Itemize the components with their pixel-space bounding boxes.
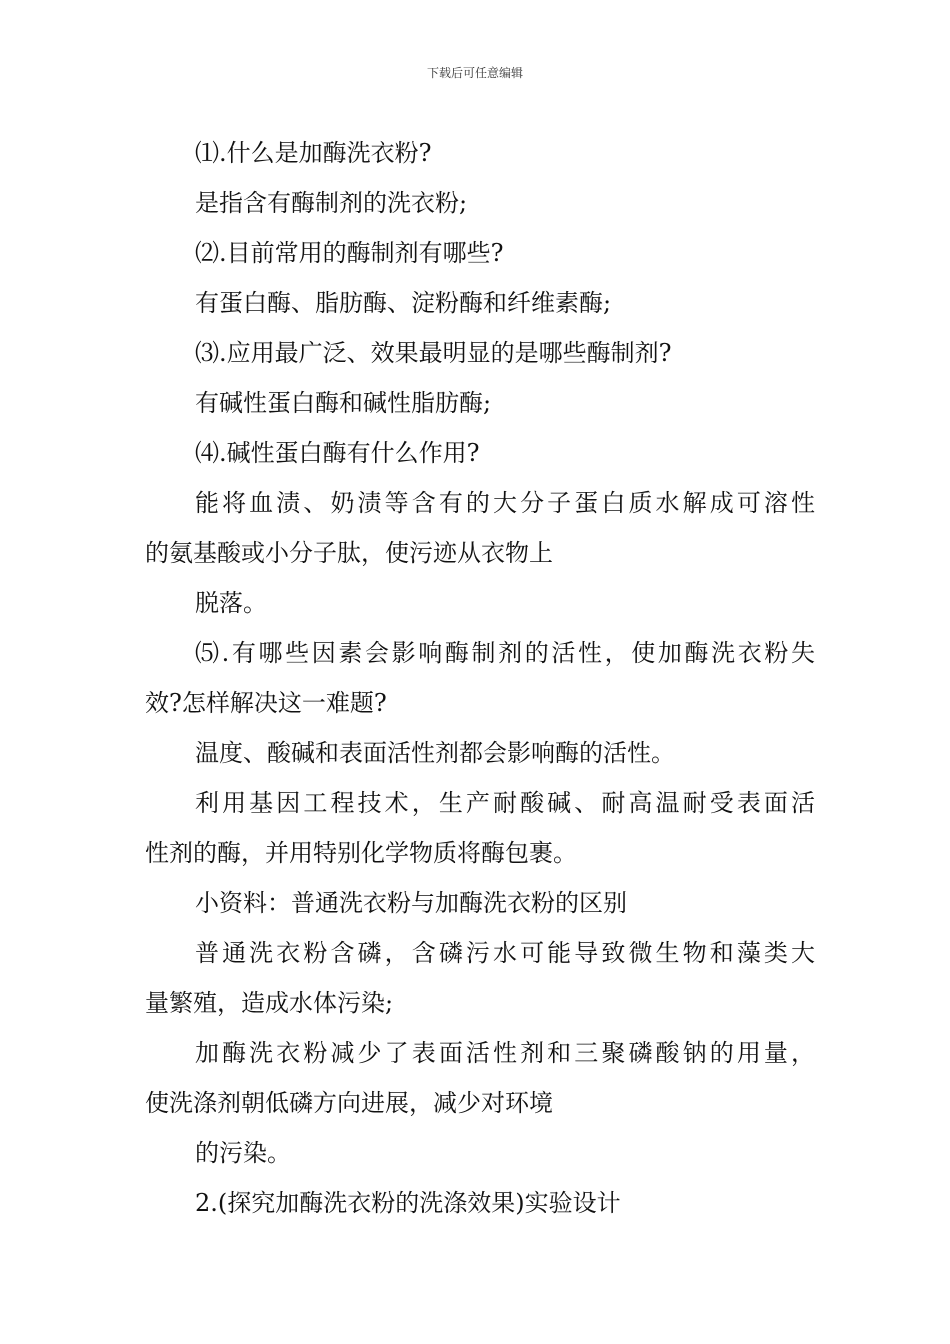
question-5-line-1: ⑸.有哪些因素会影响酶制剂的活性，使加酶洗衣粉失 [195, 639, 815, 667]
answer-5-line-2: 利用基因工程技术，生产耐酸碱、耐高温耐受表面活 [195, 789, 815, 817]
question-3: ⑶.应用最广泛、效果最明显的是哪些酶制剂? [195, 339, 672, 367]
info-para-1-line-1: 普通洗衣粉含磷，含磷污水可能导致微生物和藻类大 [195, 939, 815, 967]
info-para-2-line-1: 加酶洗衣粉减少了表面活性剂和三聚磷酸钠的用量， [195, 1039, 815, 1067]
info-title: 小资料：普通洗衣粉与加酶洗衣粉的区别 [195, 889, 627, 917]
question-4: ⑷.碱性蛋白酶有什么作用? [195, 439, 480, 467]
answer-2: 有蛋白酶、脂肪酶、淀粉酶和纤维素酶; [195, 289, 612, 317]
info-para-2-line-3: 的污染。 [195, 1139, 291, 1167]
question-1: ⑴.什么是加酶洗衣粉? [195, 139, 432, 167]
info-para-1-line-2: 量繁殖，造成水体污染; [145, 989, 394, 1017]
question-5-line-2: 效?怎样解决这一难题? [145, 689, 387, 717]
answer-5-line-3: 性剂的酶，并用特别化学物质将酶包裹。 [145, 839, 577, 867]
info-para-2-line-2: 使洗涤剂朝低磷方向进展，减少对环境 [145, 1089, 553, 1117]
answer-5-line-1: 温度、酸碱和表面活性剂都会影响酶的活性。 [195, 739, 675, 767]
document-body [145, 128, 815, 1228]
answer-4-line-1: 能将血渍、奶渍等含有的大分子蛋白质水解成可溶性 [195, 489, 815, 517]
answer-1: 是指含有酶制剂的洗衣粉; [195, 189, 468, 217]
answer-4-line-2: 的氨基酸或小分子肽，使污迹从衣物上 [145, 539, 553, 567]
section-heading-2: 2.(探究加酶洗衣粉的洗涤效果)实验设计 [195, 1189, 621, 1217]
answer-4-line-3: 脱落。 [195, 589, 267, 617]
page-header: 下载后可任意编辑 [426, 66, 523, 80]
answer-3: 有碱性蛋白酶和碱性脂肪酶; [195, 389, 492, 417]
question-2: ⑵.目前常用的酶制剂有哪些? [195, 239, 504, 267]
